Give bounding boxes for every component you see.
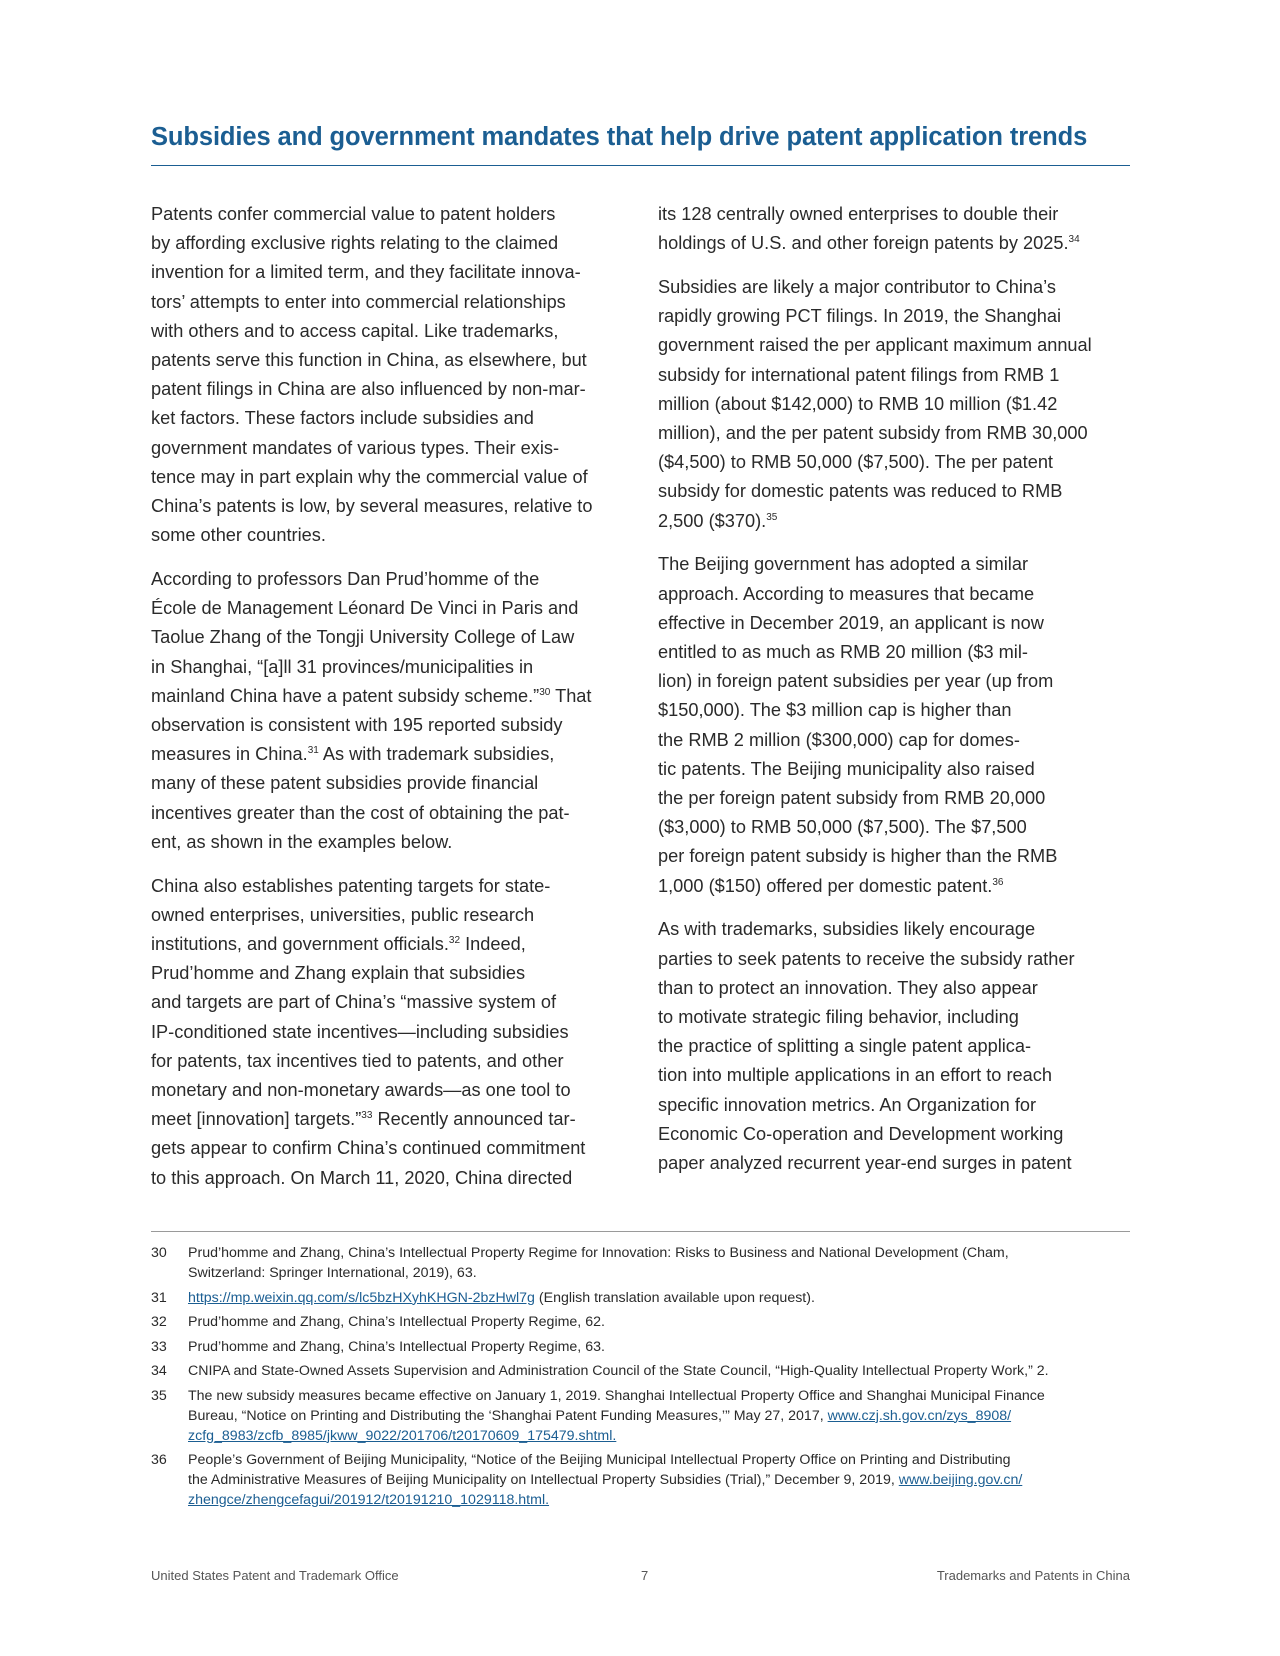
line-text: patent filings in China are also influenced by non-mar- (151, 379, 586, 400)
text-line (151, 1076, 621, 1105)
line-text: The Beijing government has adopted a similar (658, 554, 1029, 575)
text-line (658, 726, 1138, 755)
line-text: effective in December 2019, an applicant is now (658, 612, 1044, 633)
line-text: government mandates of various types. Their exis- (151, 437, 560, 458)
text-line (151, 288, 621, 317)
footnote-text-segment: Switzerland: Springer International, 2019), 63. (188, 1265, 477, 1281)
footnote-text-segment: Prud’homme and Zhang, China’s Intellectual Property Regime, 63. (188, 1338, 605, 1355)
footnote-text-segment: Prud’homme and Zhang, China’s Intellectual Property Regime, 62. (188, 1314, 605, 1330)
line-text: gets appear to confirm China’s continued commitment (151, 1138, 586, 1159)
line-text: measures in China. (151, 744, 308, 765)
footnote-link[interactable]: www.beijing.gov.cn/ (898, 1472, 1023, 1488)
text-line (658, 477, 1138, 506)
line-text: Recently announced tar- (372, 1109, 576, 1130)
footnote-line (188, 1288, 1141, 1308)
line-text: IP-conditioned state incentives—including subsidies (151, 1021, 569, 1042)
text-line (151, 404, 621, 433)
line-text: government raised the per applicant maximum annual (658, 335, 1092, 356)
footnote-line (188, 1312, 1141, 1332)
footnote-text (188, 1361, 1141, 1381)
footnote-text-segment: The new subsidy measures became effective on January 1, 2019. Shanghai Intellectual Property Office and Shanghai Municipal Finance (188, 1387, 1045, 1404)
text-line (151, 317, 621, 346)
text-line (658, 1149, 1138, 1178)
line-text: per foreign patent subsidy is higher than the RMB (658, 846, 1058, 867)
line-text: 2,500 ($370). (658, 510, 767, 531)
text-line (658, 580, 1138, 609)
line-text: entitled to as much as RMB 20 million ($3 mil- (658, 642, 1028, 663)
text-line (151, 463, 621, 492)
line-text: mainland China have a patent subsidy scheme.” (151, 685, 540, 706)
line-text: That (550, 685, 592, 706)
paragraph (658, 550, 1138, 900)
line-text: ent, as shown in the examples below. (151, 831, 453, 852)
text-line (658, 448, 1138, 477)
text-line (151, 828, 621, 857)
line-text: its 128 centrally owned enterprises to double their (658, 204, 1059, 224)
text-line (151, 375, 621, 404)
footer-document-title: Trademarks and Patents in China (936, 1568, 1130, 1583)
text-line (658, 945, 1138, 974)
footnote-line (188, 1361, 1141, 1381)
footnote-item (151, 1312, 1141, 1332)
footnote-number: 32 (151, 1314, 167, 1330)
footnote-line (188, 1386, 1141, 1406)
footnote-number: 35 (151, 1387, 167, 1404)
text-line (151, 769, 621, 798)
line-text: specific innovation metrics. An Organization for (658, 1094, 1037, 1115)
footnote-number: 36 (151, 1452, 167, 1468)
line-text: $150,000). The $3 million cap is higher than (658, 700, 1012, 721)
footnote-line (188, 1470, 1141, 1490)
text-line (658, 550, 1138, 579)
text-line (658, 842, 1138, 871)
footnote-text-segment: (English translation available upon request). (534, 1289, 815, 1306)
line-text: Prud’homme and Zhang explain that subsidies (151, 963, 526, 984)
line-text: ($3,000) to RMB 50,000 ($7,500). The $7,500 (658, 817, 1027, 838)
footnote-text (188, 1243, 1141, 1283)
footnote-reference: 32 (448, 935, 461, 947)
footnote-item (151, 1450, 1141, 1510)
footer-publisher: United States Patent and Trademark Office (151, 1568, 399, 1583)
line-text: paper analyzed recurrent year-end surges in patent (658, 1153, 1072, 1174)
paragraph (658, 273, 1138, 536)
text-line (658, 331, 1138, 360)
footnote-text-segment: the Administrative Measures of Beijing Municipality on Intellectual Property Subsidies (Trial),” December 9, 2019, (188, 1472, 899, 1488)
footnote-divider (151, 1231, 1130, 1232)
footnote-text (188, 1450, 1141, 1510)
footnote-item (151, 1386, 1141, 1446)
line-text: rapidly growing PCT filings. In 2019, the Shanghai (658, 306, 1062, 327)
text-line (151, 799, 621, 828)
text-line (151, 988, 621, 1017)
text-line (658, 974, 1138, 1003)
line-text: Economic Co-operation and Development working (658, 1123, 1064, 1144)
footnote-line (188, 1263, 1141, 1283)
footnote-number: 31 (151, 1289, 167, 1306)
text-line (658, 696, 1138, 725)
paragraph (658, 200, 1138, 258)
line-text: ($4,500) to RMB 50,000 ($7,500). The per patent (658, 452, 1053, 473)
footnote-text-segment: Prud’homme and Zhang, China’s Intellectual Property Regime for Innovation: Risks to Business and National Development (Cham, (188, 1245, 1009, 1261)
text-line (658, 1120, 1138, 1149)
line-text: monetary and non-monetary awards—as one tool to (151, 1080, 571, 1101)
line-text: in Shanghai, “[a]ll 31 provinces/municipalities in (151, 656, 534, 677)
footnote-item (151, 1243, 1141, 1283)
line-text: than to protect an innovation. They also appear (658, 977, 1038, 998)
text-line (151, 930, 621, 959)
text-line (658, 200, 1138, 229)
text-line (658, 229, 1138, 258)
footnote-item (151, 1288, 1141, 1308)
line-text: invention for a limited term, and they facilitate innova- (151, 262, 581, 283)
text-line (658, 1003, 1138, 1032)
text-line (658, 302, 1138, 331)
line-text: the per foreign patent subsidy from RMB 20,000 (658, 788, 1046, 809)
footnote-line (188, 1490, 1141, 1510)
text-line (658, 667, 1138, 696)
line-text: and targets are part of China’s “massive system of (151, 992, 557, 1013)
text-line (658, 1091, 1138, 1120)
line-text: million), and the per patent subsidy from RMB 30,000 (658, 423, 1088, 444)
footnote-link[interactable]: zcfg_8983/zcfb_8985/jkww_9022/201706/t20170609_175479.shtml. (188, 1427, 617, 1444)
text-line (151, 229, 621, 258)
text-line (151, 434, 621, 463)
footnote-number: 33 (151, 1338, 167, 1355)
line-text: lion) in foreign patent subsidies per year (up from (658, 671, 1054, 692)
footnote-item (151, 1361, 1141, 1381)
footnote-reference: 31 (307, 745, 319, 757)
footnote-text-segment: Bureau, “Notice on Printing and Distributing the ‘Shanghai Patent Funding Measures,’” May 27, 2017, (188, 1407, 828, 1424)
line-text: tors’ attempts to enter into commercial relationships (151, 291, 566, 312)
line-text: tion into multiple applications in an effort to reach (658, 1065, 1052, 1086)
body-column-right (658, 200, 1138, 1193)
footnote-reference: 33 (361, 1110, 373, 1122)
line-text: tence may in part explain why the commercial value of (151, 466, 588, 487)
text-line (151, 1047, 621, 1076)
footnote-text (188, 1386, 1141, 1446)
footnote-reference: 36 (992, 876, 1004, 888)
line-text: Patents confer commercial value to patent holders (151, 204, 556, 224)
line-text: observation is consistent with 195 reported subsidy (151, 715, 563, 736)
text-line (151, 653, 621, 682)
text-line (151, 740, 621, 769)
text-line (658, 1061, 1138, 1090)
line-text: tic patents. The Beijing municipality also raised (658, 758, 1035, 779)
paragraph (151, 565, 621, 857)
footnote-reference: 35 (766, 511, 778, 523)
footnote-reference: 30 (539, 686, 551, 698)
footnotes-section (151, 1243, 1141, 1515)
text-line (151, 346, 621, 375)
line-text: approach. According to measures that became (658, 583, 1035, 604)
text-line (151, 492, 621, 521)
line-text: 1,000 ($150) offered per domestic patent. (658, 875, 993, 896)
line-text: subsidy for domestic patents was reduced to RMB (658, 481, 1063, 502)
line-text: Taolue Zhang of the Tongji University College of Law (151, 627, 575, 648)
line-text: ket factors. These factors include subsidies and (151, 408, 534, 429)
line-text: As with trademark subsidies, (318, 744, 555, 765)
paragraph (658, 915, 1138, 1178)
text-line (658, 507, 1138, 536)
text-line (658, 609, 1138, 638)
text-line (151, 565, 621, 594)
body-column-left (151, 200, 621, 1207)
footnote-text (188, 1312, 1141, 1332)
line-text: institutions, and government officials. (151, 934, 449, 955)
line-text: incentives greater than the cost of obtaining the pat- (151, 802, 570, 823)
paragraph (151, 872, 621, 1193)
footnote-text (188, 1288, 1141, 1308)
footnote-text-segment: People’s Government of Beijing Municipality, “Notice of the Beijing Municipal Intellectual Property Office on Printing and Distributing (188, 1452, 1011, 1468)
text-line (658, 755, 1138, 784)
line-text: by affording exclusive rights relating to the claimed (151, 233, 559, 254)
text-line (151, 711, 621, 740)
text-line (658, 361, 1138, 390)
line-text: many of these patent subsidies provide financial (151, 773, 539, 794)
line-text: China also establishes patenting targets for state- (151, 875, 551, 896)
footnote-line (188, 1406, 1141, 1426)
text-line (151, 872, 621, 901)
text-line (151, 623, 621, 652)
paragraph (151, 200, 621, 550)
line-text: patents serve this function in China, as elsewhere, but (151, 350, 587, 371)
footnote-link[interactable]: https://mp.weixin.qq.com/s/lc5bzHXyhKHGN-2bzHwl7g (188, 1289, 535, 1306)
text-line (658, 813, 1138, 842)
footnote-item (151, 1337, 1141, 1357)
footnote-line (188, 1337, 1141, 1357)
text-line (151, 1018, 621, 1047)
line-text: to this approach. On March 11, 2020, China directed (151, 1167, 573, 1188)
line-text: holdings of U.S. and other foreign patents by 2025. (658, 233, 1069, 254)
text-line (151, 594, 621, 623)
footnote-number: 30 (151, 1245, 167, 1261)
footer-page-number: 7 (641, 1568, 649, 1583)
line-text: subsidy for international patent filings from RMB 1 (658, 364, 1060, 385)
heading-divider (151, 165, 1130, 166)
text-line (151, 200, 621, 229)
footnote-link[interactable]: www.czj.sh.gov.cn/zys_8908/ (827, 1407, 1012, 1424)
line-text: with others and to access capital. Like trademarks, (151, 320, 559, 341)
line-text: Indeed, (460, 934, 526, 955)
text-line (151, 1164, 621, 1193)
footnote-line (188, 1426, 1141, 1446)
line-text: the RMB 2 million ($300,000) cap for domes- (658, 729, 1020, 750)
text-line (151, 682, 621, 711)
text-line (151, 901, 621, 930)
text-line (658, 872, 1138, 901)
text-line (151, 1134, 621, 1163)
line-text: some other countries. (151, 525, 326, 546)
line-text: meet [innovation] targets.” (151, 1109, 362, 1130)
text-line (151, 521, 621, 550)
footnote-text-segment: CNIPA and State-Owned Assets Supervision and Administration Council of the State Council, “High-Quality Intellectual Property Work,” 2. (188, 1363, 1049, 1379)
line-text: owned enterprises, universities, public research (151, 904, 535, 925)
text-line (658, 1032, 1138, 1061)
text-line (151, 1105, 621, 1134)
text-line (658, 784, 1138, 813)
text-line (151, 258, 621, 287)
text-line (658, 419, 1138, 448)
line-text: parties to seek patents to receive the subsidy rather (658, 948, 1075, 969)
section-heading: Subsidies and government mandates that help drive patent application trends (151, 123, 1088, 151)
text-line (658, 915, 1138, 944)
footnote-text (188, 1337, 1141, 1357)
line-text: million (about $142,000) to RMB 10 million ($1.42 (658, 393, 1058, 414)
text-line (658, 390, 1138, 419)
footnote-reference: 34 (1068, 234, 1080, 246)
line-text: According to professors Dan Prud’homme of the (151, 569, 540, 590)
line-text: École de Management Léonard De Vinci in Paris and (151, 598, 579, 619)
footnote-link[interactable]: zhengce/zhengcefagui/201912/t20191210_1029118.html. (188, 1492, 550, 1508)
text-line (151, 959, 621, 988)
line-text: Subsidies are likely a major contributor to China’s (658, 277, 1056, 297)
line-text: China’s patents is low, by several measures, relative to (151, 496, 593, 517)
line-text: the practice of splitting a single patent applica- (658, 1036, 1032, 1057)
line-text: for patents, tax incentives tied to patents, and other (151, 1050, 564, 1071)
footnote-line (188, 1450, 1141, 1470)
footnote-line (188, 1243, 1141, 1263)
line-text: to motivate strategic filing behavior, including (658, 1007, 1019, 1028)
text-line (658, 638, 1138, 667)
line-text: As with trademarks, subsidies likely encourage (658, 919, 1036, 940)
text-line (658, 273, 1138, 302)
footnote-number: 34 (151, 1363, 167, 1379)
